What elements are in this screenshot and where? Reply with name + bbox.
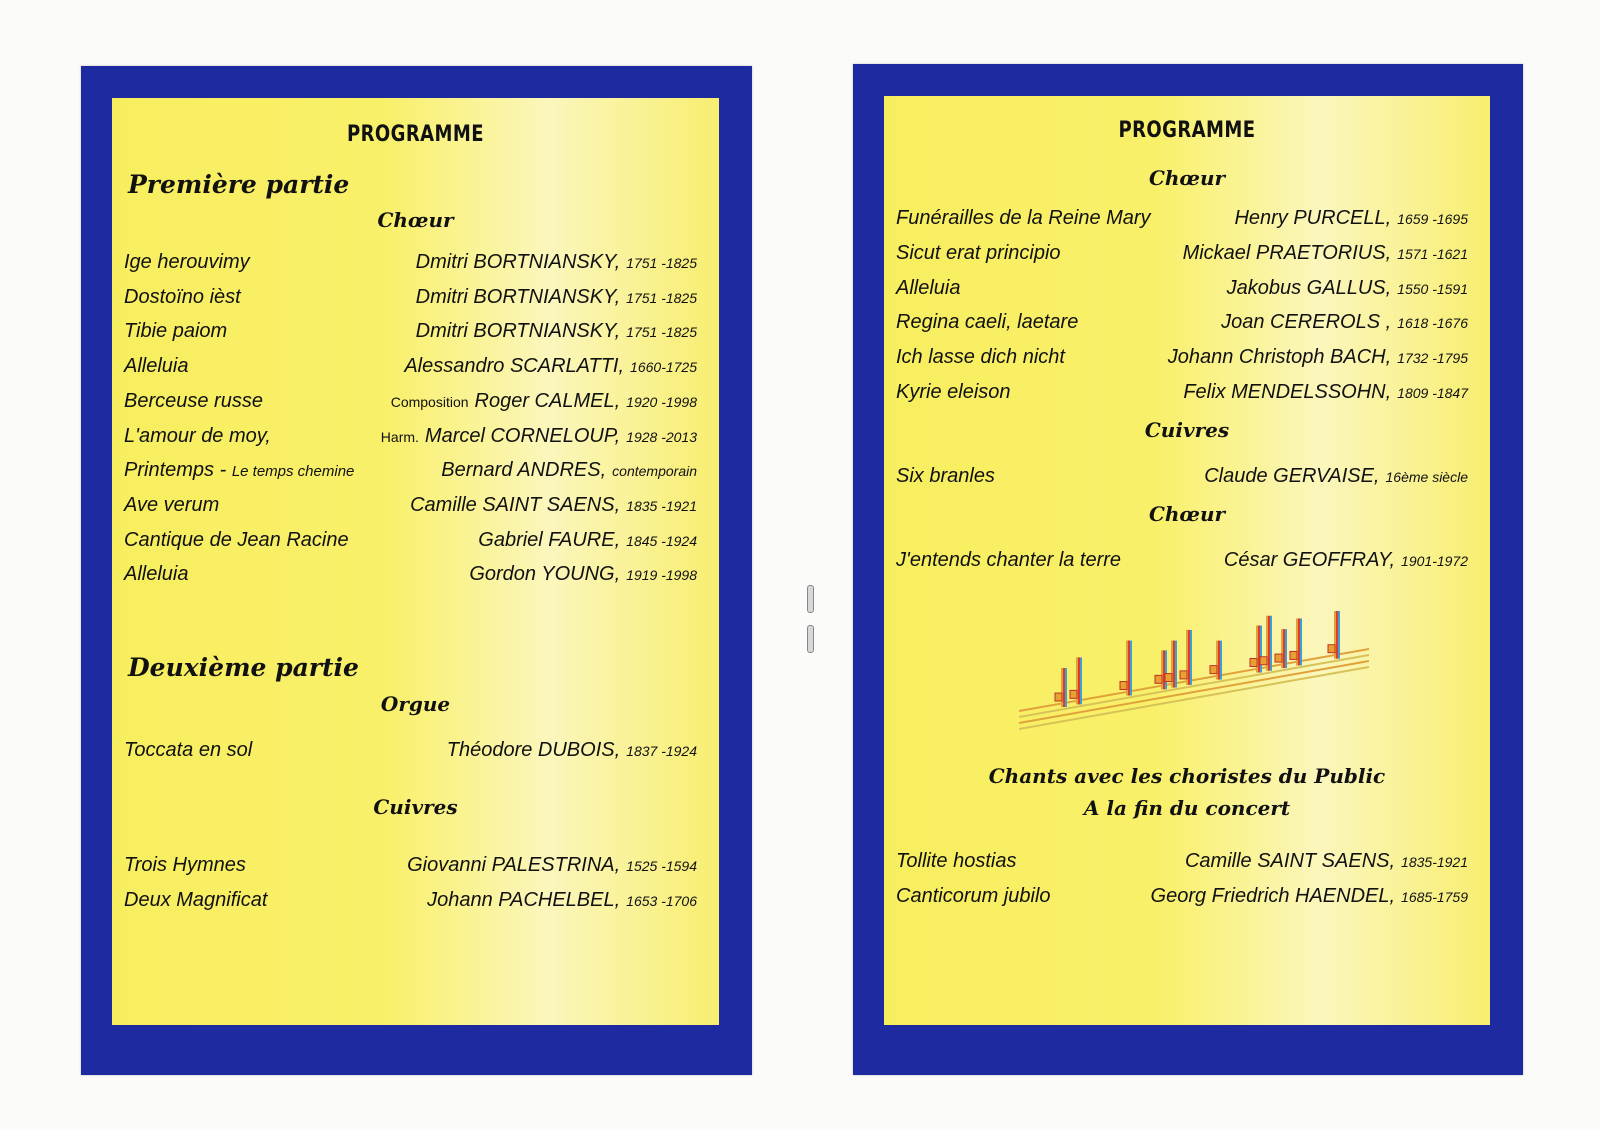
staple-top [807,585,814,613]
public-songs-subheading: A la fin du concert [1083,796,1291,820]
music-notes-illustration [1019,611,1379,736]
composer-dates: 1928 -2013 [626,428,697,445]
program-entry [124,286,697,312]
composer [381,425,697,448]
composer-name: Dmitri BORTNIANSKY, [415,285,621,308]
work-title: L'amour de moy, [124,424,271,447]
work-title: J'entends chanter la terre [896,549,1122,571]
composer-name: Camille SAINT SAENS, [1184,850,1396,872]
program-entry [896,346,1468,372]
program-entry [124,739,697,765]
composer [1185,850,1468,873]
work-title: Trois Hymnes [124,854,246,876]
composer-name: Alessandro SCARLATTI, [404,355,625,378]
left-page [81,66,752,1075]
composer-dates: 1550 -1591 [1397,280,1468,297]
program-entry [124,459,697,485]
note-head-icon [1275,654,1282,662]
composer [447,739,697,762]
composer-dates: 1920 -1998 [626,393,697,410]
composer-dates: 1751 -1825 [626,289,697,306]
composer [427,889,697,912]
composer-dates: 1835-1921 [1401,854,1468,870]
composer [391,390,697,413]
note-head-icon [1290,651,1297,659]
composer-dates: 1751 -1825 [626,255,697,271]
work-title: Cantique de Jean Racine [124,528,349,551]
work-title: Ich lasse dich nicht [896,346,1065,369]
program-entry [896,885,1468,911]
program-entry [124,529,697,555]
note-head-icon [1070,690,1077,698]
program-entry [896,381,1468,407]
composer-name: Théodore DUBOIS, [446,739,621,761]
part-heading: Première partie [128,170,350,199]
composer-dates: 16ème siècle [1385,469,1468,485]
staple-bottom [807,625,814,653]
right-page-content [884,96,1490,1025]
composer-name: Claude GERVAISE, [1204,465,1380,487]
composer-dates: 1809 -1847 [1397,385,1468,401]
work-title: Tollite hostias [896,850,1017,872]
program-entry [124,425,697,451]
composer [416,286,697,309]
work-title: Toccata en sol [124,739,253,761]
composer [478,529,697,552]
composer [1227,277,1468,300]
work-title: Canticorum jubilo [896,884,1051,907]
composer-name: Jakobus GALLUS, [1226,276,1392,299]
note-head-icon [1210,666,1217,674]
composer-name: Dmitri BORTNIANSKY, [415,320,621,343]
composer [1168,346,1468,369]
section-heading: Chœur [377,208,454,232]
composer [407,854,697,877]
right-page [853,64,1523,1075]
work-title: Berceuse russe [124,389,263,412]
composer-dates: 1660-1725 [630,359,697,376]
note-head-icon [1165,674,1172,682]
work-title: Ave verum [124,493,220,516]
composer [469,563,697,586]
composer-name: César GEOFFRAY, [1223,549,1396,571]
work-title: Dostoïno ièst [124,285,241,308]
program-entry [124,854,697,880]
work-title: Regina caeli, laetare [896,311,1079,334]
program-entry [124,390,697,416]
composer-dates: 1685-1759 [1401,888,1468,905]
public-songs-heading: Chants avec les choristes du Public [988,764,1386,788]
composer [410,494,697,517]
credit-prefix: Composition [390,393,469,410]
program-entry [896,242,1468,268]
composer [416,251,697,274]
part-heading: Deuxième partie [128,653,359,682]
composer-dates: 1837 -1924 [626,743,697,759]
section-heading: Orgue [380,692,451,716]
work-title: Funérailles de la Reine Mary [896,207,1151,229]
composer-name: Mickael PRAETORIUS, [1182,241,1392,264]
work-title: Deux Magnificat [124,888,268,911]
composer-name: Roger CALMEL, [474,389,621,412]
composer-name: Johann Christoph BACH, [1167,346,1392,369]
program-entry [896,465,1468,491]
composer-name: Marcel CORNELOUP, [424,424,621,447]
program-entry [896,850,1468,876]
program-entry [896,207,1468,233]
composer-dates: 1525 -1594 [626,858,697,874]
composer-name: Joan CEREROLS , [1221,311,1392,334]
credit-prefix: Harm. [380,428,419,445]
work-title: Ige herouvimy [124,251,250,273]
note-head-icon [1260,657,1267,665]
program-entry [896,311,1468,337]
work-title: Six branles [896,465,995,487]
composer-dates: 1845 -1924 [626,532,697,549]
program-entry [896,277,1468,303]
composer-dates: 1751 -1825 [626,324,697,341]
composer-name: Dmitri BORTNIANSKY, [415,251,621,273]
left-page-content [112,98,719,1025]
composer-name: Giovanni PALESTRINA, [407,854,621,876]
composer [1221,311,1468,334]
composer-name: Bernard ANDRES, [441,459,607,482]
program-entry [124,320,697,346]
note-head-icon [1155,675,1162,683]
composer [1234,207,1468,230]
work-title: Kyrie eleison [896,381,1011,403]
page-title: PROGRAMME [1118,118,1256,143]
composer [404,355,697,378]
work-title: Tibie paiom [124,320,228,343]
work-title: Alleluia [896,276,961,299]
work-title: Sicut erat principio [896,241,1061,264]
composer-name: Gabriel FAURE, [478,528,621,551]
composer-name: Georg Friedrich HAENDEL, [1150,884,1396,907]
program-entry [124,494,697,520]
composer [1151,885,1468,908]
composer [441,459,697,482]
composer [1183,242,1468,265]
composer [1224,549,1468,572]
composer-dates: 1618 -1676 [1397,315,1468,332]
composer-dates: contemporain [612,463,697,480]
composer-dates: 1919 -1998 [626,567,697,584]
composer-name: Felix MENDELSSOHN, [1183,381,1392,403]
section-heading: Cuivres [1144,418,1230,442]
program-entry [124,563,697,589]
work-subtitle: Le temps chemine [231,463,355,481]
note-head-icon [1250,659,1257,667]
work-title: Printemps - Le temps chemine [124,459,355,482]
composer-name: Camille SAINT SAENS, [410,493,621,516]
composer [1183,381,1468,404]
composer-dates: 1653 -1706 [626,892,697,909]
staff-lines-icon [1019,649,1369,729]
composer-dates: 1659 -1695 [1397,211,1468,227]
composer-dates: 1571 -1621 [1397,245,1468,262]
note-head-icon [1120,682,1127,690]
program-entry [124,889,697,915]
composer [416,320,697,343]
program-entry [124,251,697,277]
page-title: PROGRAMME [346,122,485,147]
composer-name: Henry PURCELL, [1234,207,1392,229]
section-heading: Chœur [1148,502,1226,526]
work-title: Alleluia [124,563,189,586]
composer-name: Gordon YOUNG, [469,563,621,586]
work-title: Alleluia [124,355,189,378]
note-head-icon [1180,671,1187,679]
section-heading: Chœur [1148,166,1226,190]
program-entry [124,355,697,381]
composer-name: Johann PACHELBEL, [427,888,621,911]
composer-dates: 1901-1972 [1401,553,1468,569]
composer-dates: 1835 -1921 [626,497,697,514]
section-heading: Cuivres [373,795,458,819]
note-head-icon [1328,645,1335,653]
note-head-icon [1055,693,1062,701]
composer-dates: 1732 -1795 [1397,350,1468,367]
program-entry [896,549,1468,575]
composer [1204,465,1468,488]
